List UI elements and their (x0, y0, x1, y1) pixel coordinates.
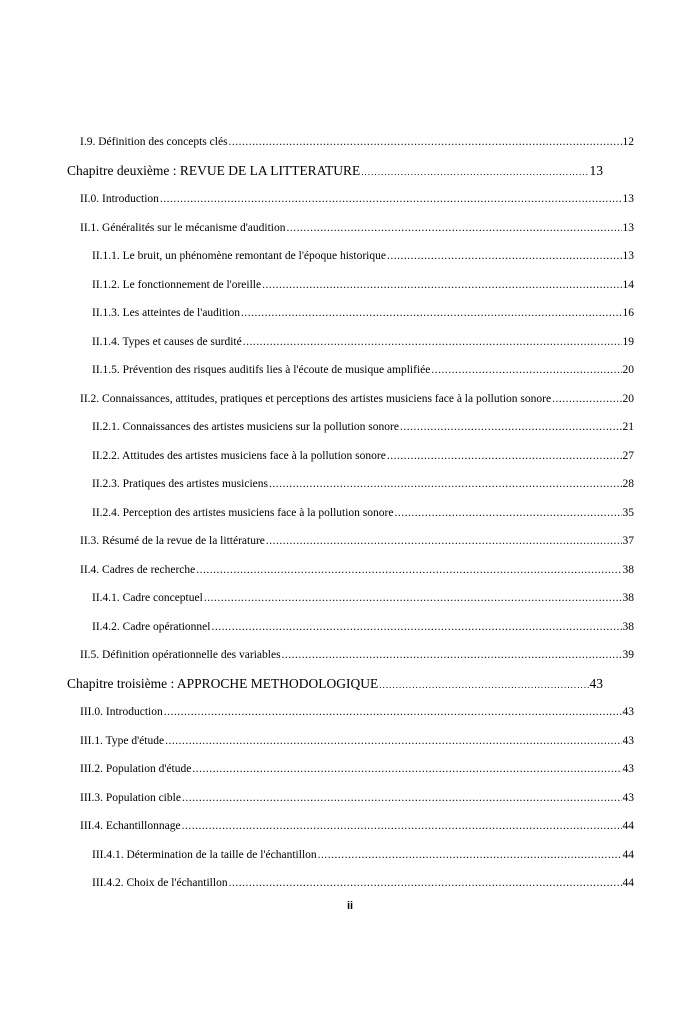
dot-leader (241, 307, 621, 319)
toc-entry[interactable] (80, 128, 634, 157)
toc-entry[interactable] (80, 812, 634, 841)
toc-entry[interactable] (80, 727, 634, 756)
toc-entry-page: 16 (622, 307, 634, 320)
toc-entry-title: I.9. Définition des concepts clés (80, 136, 228, 149)
toc-entry-page: 38 (622, 592, 634, 605)
dot-leader (394, 507, 621, 519)
dot-leader (262, 279, 621, 291)
toc-entry[interactable] (92, 470, 634, 499)
toc-entry-title: Chapitre troisième : APPROCHE METHODOLOGIQUE (67, 675, 379, 691)
table-of-contents (0, 128, 700, 898)
toc-entry-page: 19 (622, 335, 634, 348)
toc-entry-title: II.1. Généralités sur le mécanisme d'audition (80, 221, 286, 234)
toc-entry-page: 20 (622, 364, 634, 377)
toc-entry-page: 43 (622, 734, 634, 747)
toc-entry[interactable] (92, 841, 634, 870)
toc-entry[interactable] (92, 613, 634, 642)
toc-entry-title: Chapitre deuxième : REVUE DE LA LITTERATURE (67, 162, 361, 178)
toc-entry[interactable] (80, 527, 634, 556)
toc-entry-title: III.2. Population d'étude (80, 763, 192, 776)
page-number: ii (346, 900, 354, 912)
toc-entry-title: II.3. Résumé de la revue de la littérature (80, 535, 265, 548)
dot-leader (431, 364, 621, 376)
toc-entry-title: III.0. Introduction (80, 706, 163, 719)
toc-entry[interactable] (92, 584, 634, 613)
toc-entry-page: 43 (589, 675, 603, 691)
toc-entry-page: 44 (622, 877, 634, 890)
toc-entry[interactable] (92, 328, 634, 357)
toc-entry-title: II.2. Connaissances, attitudes, pratiques et perceptions des artistes musiciens face à la pollution sonore (80, 392, 552, 405)
toc-entry-page: 39 (622, 649, 634, 662)
toc-entry-title: II.1.2. Le fonctionnement de l'oreille (92, 278, 262, 291)
toc-entry-title: II.1.4. Types et causes de surdité (92, 335, 242, 348)
dot-leader (266, 535, 622, 547)
toc-entry[interactable] (80, 556, 634, 585)
toc-entry-title: III.4. Echantillonnage (80, 820, 181, 833)
toc-entry-page: 37 (622, 535, 634, 548)
dot-leader (287, 222, 622, 234)
dot-leader (182, 820, 622, 832)
dot-leader (269, 478, 622, 490)
dot-leader (387, 250, 622, 262)
toc-entry[interactable] (80, 185, 634, 214)
dot-leader (361, 163, 588, 179)
toc-entry-page: 13 (622, 221, 634, 234)
toc-entry-title: II.0. Introduction (80, 193, 159, 206)
dot-leader (229, 877, 622, 889)
dot-leader (243, 336, 622, 348)
toc-entry-page: 12 (622, 136, 634, 149)
toc-entry-title: II.4.1. Cadre conceptuel (92, 592, 203, 605)
toc-entry[interactable] (92, 442, 634, 471)
toc-entry[interactable] (92, 869, 634, 898)
dot-leader (282, 649, 622, 661)
toc-entry-page: 13 (589, 162, 603, 178)
toc-entry-title: III.4.1. Détermination de la taille de l'échantillon (92, 848, 317, 861)
toc-entry[interactable] (80, 385, 634, 414)
toc-entry-title: II.2.1. Connaissances des artistes musiciens sur la pollution sonore (92, 421, 399, 434)
toc-entry-page: 27 (622, 449, 634, 462)
toc-entry-page: 44 (622, 848, 634, 861)
toc-entry-page: 13 (622, 250, 634, 263)
toc-entry-title: II.1.5. Prévention des risques auditifs lies à l'écoute de musique amplifiée (92, 364, 431, 377)
toc-entry-page: 38 (622, 620, 634, 633)
dot-leader (379, 676, 588, 692)
toc-entry-title: III.1. Type d'étude (80, 734, 165, 747)
toc-entry[interactable] (80, 214, 634, 243)
toc-entry-page: 13 (622, 193, 634, 206)
toc-entry-title: II.4. Cadres de recherche (80, 563, 196, 576)
dot-leader (204, 592, 622, 604)
dot-leader (400, 421, 622, 433)
toc-chapter-entry[interactable] (67, 670, 603, 699)
toc-entry[interactable] (92, 299, 634, 328)
dot-leader (387, 450, 622, 462)
dot-leader (160, 193, 622, 205)
toc-entry-title: II.1.1. Le bruit, un phénomène remontant de l'époque historique (92, 250, 386, 263)
toc-entry-title: II.2.4. Perception des artistes musiciens face à la pollution sonore (92, 506, 394, 519)
dot-leader (229, 136, 622, 148)
toc-entry-title: III.3. Population cible (80, 791, 181, 804)
dot-leader (318, 849, 622, 861)
dot-leader (196, 564, 621, 576)
toc-entry-page: 20 (622, 392, 634, 405)
toc-entry-page: 43 (622, 791, 634, 804)
toc-entry[interactable] (92, 356, 634, 385)
toc-entry-page: 43 (622, 706, 634, 719)
toc-entry[interactable] (92, 242, 634, 271)
toc-entry[interactable] (92, 271, 634, 300)
toc-entry-title: II.1.3. Les atteintes de l'audition (92, 307, 241, 320)
dot-leader (164, 706, 622, 718)
toc-entry[interactable] (92, 413, 634, 442)
toc-entry-page: 43 (622, 763, 634, 776)
toc-entry-title: II.2.2. Attitudes des artistes musiciens face à la pollution sonore (92, 449, 386, 462)
toc-entry-page: 35 (622, 506, 634, 519)
toc-entry[interactable] (92, 499, 634, 528)
toc-entry-page: 44 (622, 820, 634, 833)
dot-leader (552, 393, 621, 405)
toc-entry-title: II.4.2. Cadre opérationnel (92, 620, 211, 633)
dot-leader (182, 792, 622, 804)
toc-entry-title: II.5. Définition opérationnelle des variables (80, 649, 281, 662)
dot-leader (192, 763, 621, 775)
dot-leader (211, 621, 621, 633)
toc-entry-title: II.2.3. Pratiques des artistes musiciens (92, 478, 268, 491)
toc-entry[interactable] (80, 641, 634, 670)
toc-entry-title: III.4.2. Choix de l'échantillon (92, 877, 228, 890)
toc-entry-page: 28 (622, 478, 634, 491)
toc-entry-page: 38 (622, 563, 634, 576)
toc-entry[interactable] (80, 755, 634, 784)
toc-entry[interactable] (80, 698, 634, 727)
toc-chapter-entry[interactable] (67, 157, 603, 186)
toc-entry[interactable] (80, 784, 634, 813)
dot-leader (165, 735, 621, 747)
toc-entry-page: 21 (622, 421, 634, 434)
toc-entry-page: 14 (622, 278, 634, 291)
